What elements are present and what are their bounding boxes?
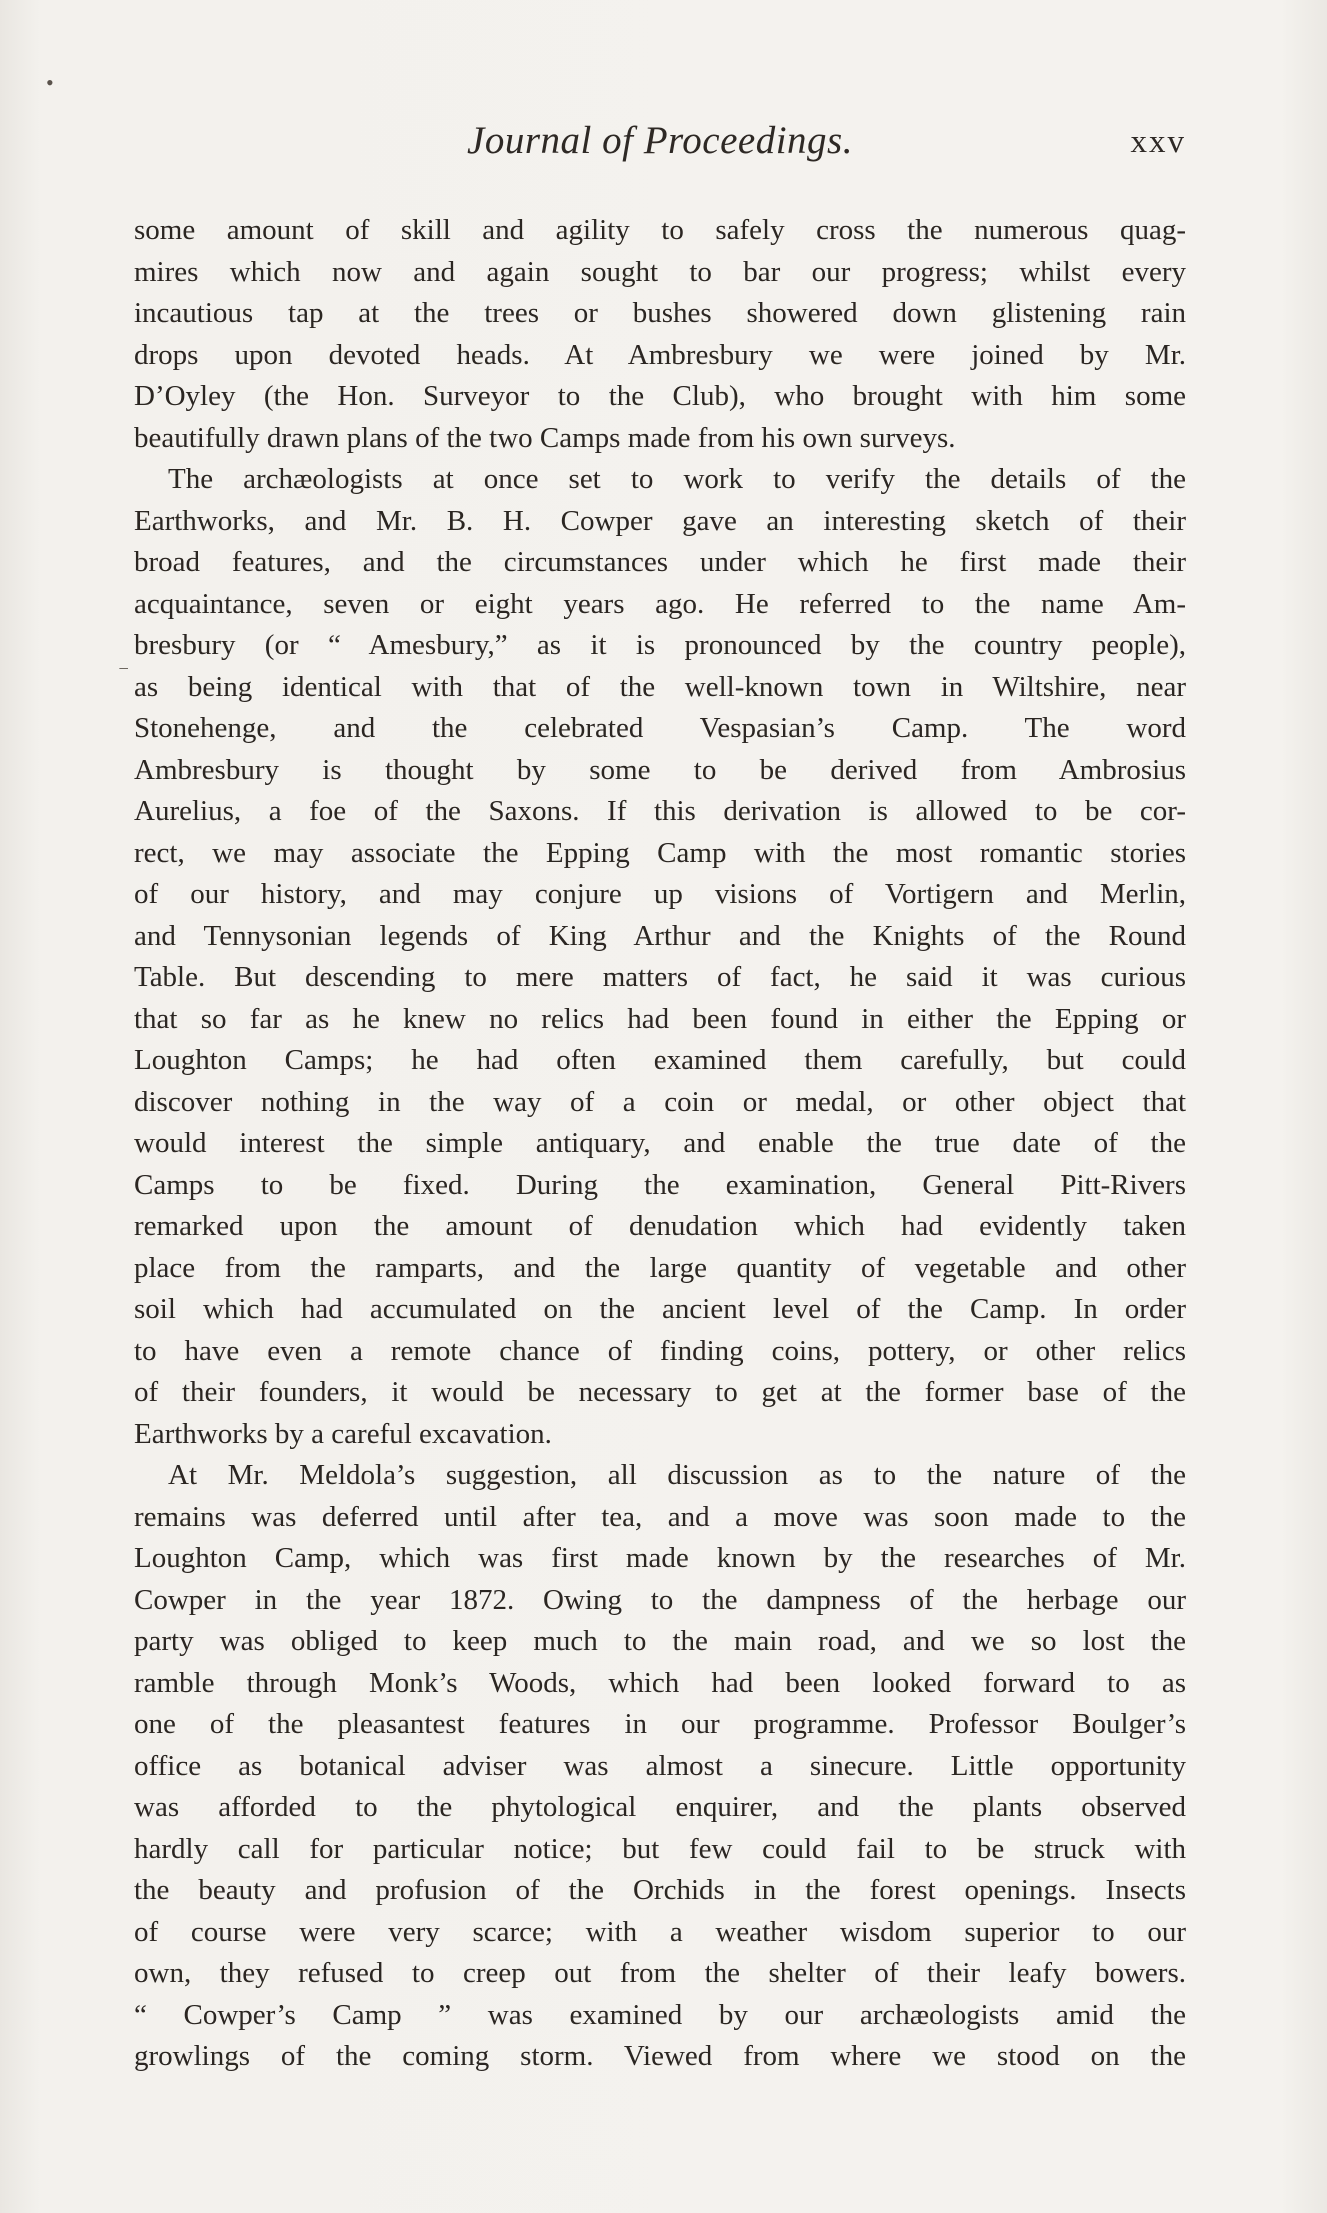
- text-line: Earthworks by a careful excavation.: [134, 1417, 552, 1450]
- text-line: Earthworks, and Mr. B. H. Cowper gave an interesting sketch of their: [134, 504, 1186, 537]
- text-line: soil which had accumulated on the ancient level of the Camp. In order: [134, 1293, 1186, 1325]
- text-line: and Tennysonian legends of King Arthur and the Knights of the Round: [134, 919, 1186, 952]
- text-line: as being identical with that of the well-known town in Wiltshire, near: [134, 670, 1186, 703]
- body-text: [134, 210, 1186, 2078]
- text-line: discover nothing in the way of a coin or medal, or other object that: [134, 1085, 1186, 1118]
- text-line: incautious tap at the trees or bushes showered down glistening rain: [134, 297, 1186, 329]
- text-line: remarked upon the amount of denudation which had evidently taken: [134, 1210, 1186, 1242]
- text-line: one of the pleasantest features in our programme. Professor Boulger’s: [134, 1708, 1186, 1740]
- text-line: place from the ramparts, and the large quantity of vegetable and other: [134, 1251, 1186, 1284]
- text-line: of their founders, it would be necessary to get at the former base of the: [134, 1376, 1186, 1408]
- page-number: xxv: [1130, 124, 1186, 160]
- text-line: broad features, and the circumstances under which he first made their: [134, 546, 1186, 578]
- text-line: office as botanical adviser was almost a sinecure. Little opportunity: [134, 1749, 1186, 1782]
- text-line: to have even a remote chance of finding coins, pottery, or other relics: [134, 1334, 1186, 1367]
- text-line: of course were very scarce; with a weather wisdom superior to our: [134, 1915, 1186, 1948]
- text-line: bresbury (or “ Amesbury,” as it is pronounced by the country people),: [134, 629, 1186, 661]
- text-line: Stonehenge, and the celebrated Vespasian’s Camp. The word: [134, 712, 1186, 744]
- margin-speck: •: [46, 70, 54, 95]
- text-line: of our history, and may conjure up visions of Vortigern and Merlin,: [134, 878, 1186, 910]
- margin-dash: ‾: [120, 666, 128, 691]
- text-line: remains was deferred until after tea, and a move was soon made to the: [134, 1500, 1186, 1533]
- text-line: acquaintance, seven or eight years ago. He referred to the name Am-: [134, 587, 1186, 620]
- text-line: party was obliged to keep much to the main road, and we so lost the: [134, 1625, 1186, 1657]
- text-line: D’Oyley (the Hon. Surveyor to the Club), who brought with him some: [134, 380, 1186, 412]
- text-line: hardly call for particular notice; but few could fail to be struck with: [134, 1832, 1186, 1865]
- paragraph-start-line: At Mr. Meldola’s suggestion, all discussion as to the nature of the: [168, 1459, 1186, 1491]
- text-line: Aurelius, a foe of the Saxons. If this derivation is allowed to be cor-: [134, 795, 1186, 827]
- text-line: beautifully drawn plans of the two Camps made from his own surveys.: [134, 421, 956, 454]
- text-line: own, they refused to creep out from the shelter of their leafy bowers.: [134, 1957, 1186, 1989]
- text-line: rect, we may associate the Epping Camp with the most romantic stories: [134, 836, 1186, 869]
- text-line: ramble through Monk’s Woods, which had been looked forward to as: [134, 1666, 1186, 1699]
- text-line: Camps to be fixed. During the examination, General Pitt-Rivers: [134, 1168, 1186, 1201]
- text-line: Loughton Camps; he had often examined them carefully, but could: [134, 1044, 1186, 1076]
- text-line: “ Cowper’s Camp ” was examined by our archæologists amid the: [134, 1998, 1186, 2031]
- page-header: [134, 118, 1186, 174]
- text-line: Table. But descending to mere matters of fact, he said it was curious: [134, 961, 1186, 993]
- text-line: the beauty and profusion of the Orchids in the forest openings. Insects: [134, 1874, 1186, 1906]
- text-line: Cowper in the year 1872. Owing to the dampness of the herbage our: [134, 1583, 1186, 1616]
- text-line: some amount of skill and agility to safely cross the numerous quag-: [134, 214, 1186, 246]
- text-line: that so far as he knew no relics had been found in either the Epping or: [134, 1002, 1186, 1035]
- text-line: Ambresbury is thought by some to be derived from Ambrosius: [134, 753, 1186, 786]
- text-line: Loughton Camp, which was first made known by the researches of Mr.: [134, 1542, 1186, 1574]
- text-line: growlings of the coming storm. Viewed from where we stood on the: [134, 2040, 1186, 2072]
- paragraph-start-line: The archæologists at once set to work to verify the details of the: [168, 463, 1186, 495]
- text-line: drops upon devoted heads. At Ambresbury we were joined by Mr.: [134, 338, 1186, 371]
- text-line: mires which now and again sought to bar our progress; whilst every: [134, 255, 1186, 288]
- text-line: would interest the simple antiquary, and enable the true date of the: [134, 1127, 1186, 1159]
- text-line: was afforded to the phytological enquirer, and the plants observed: [134, 1791, 1186, 1823]
- running-title: Journal of Proceedings.: [467, 119, 853, 162]
